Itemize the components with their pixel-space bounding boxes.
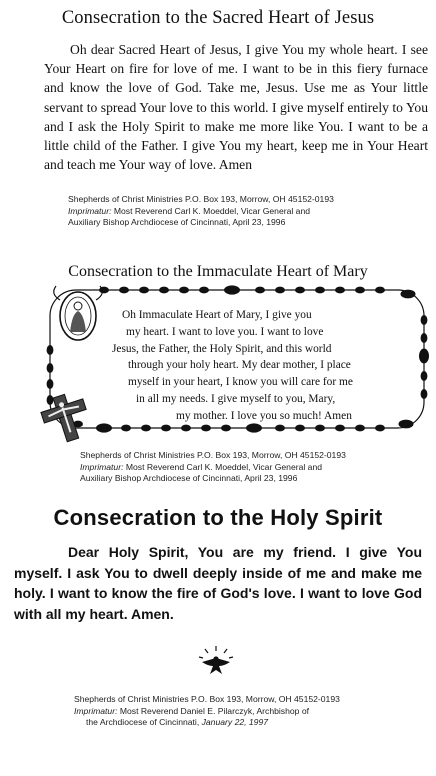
imprimatur-line-2: the Archdiocese of Cincinnati, <box>86 717 200 728</box>
imprimatur-line-2: Auxiliary Bishop Archdiocese of Cincinnati, April 23, 1996 <box>68 217 286 228</box>
crucifix-icon <box>38 389 94 446</box>
publisher-line: Shepherds of Christ Ministries P.O. Box 193, Morrow, OH 45152-0193 <box>74 694 340 704</box>
imprimatur-line-2: Auxiliary Bishop Archdiocese of Cincinnati, April 23, 1996 <box>80 473 298 484</box>
holy-spirit-prayer: Dear Holy Spirit, You are my friend. I give You myself. I ask You to dwell deeply inside of me and make me holy. I want to know the fire of God's love. I want to love God with all my heart. Amen. <box>14 544 422 622</box>
imprimatur-label: Imprimatur: <box>74 705 118 716</box>
imprimatur-line-1: Most Reverend Daniel E. Pilarczyk, Archbishop of <box>119 705 309 716</box>
holy-spirit-credit <box>74 694 424 729</box>
immaculate-heart-prayer: Oh Immaculate Heart of Mary, I give you my heart. I want to love you. I want to love Jesus, the Father, the Holy Spirit, and this world through your holy heart. My dear mother, I place myself in your heart, I know you will care for me in all my needs. I give myself to you, Mary, my mother. I love you so much! Amen <box>112 309 353 422</box>
sacred-heart-credit <box>68 194 428 229</box>
imprimatur-date: January 22, 1997 <box>201 717 269 728</box>
publisher-line: Shepherds of Christ Ministries P.O. Box 193, Morrow, OH 45152-0193 <box>68 194 334 204</box>
imprimatur-label: Imprimatur: <box>80 461 124 472</box>
immaculate-heart-credit <box>80 450 430 485</box>
publisher-line: Shepherds of Christ Ministries P.O. Box 193, Morrow, OH 45152-0193 <box>80 450 346 460</box>
sacred-heart-prayer: Oh dear Sacred Heart of Jesus, I give You my whole heart. I see Your Heart on fire for love of me. I want to be in this fiery furnace and know the love of God. Take me, Jesus. Use me as Your little servant to spread Your love to this world. I give myself entirely to You and I ask the Holy Spirit to make me more like You. I want to be a little child of the Father. I give You my heart, keep me in Your Heart and teach me Your way of love. Amen <box>44 42 428 173</box>
imprimatur-label: Imprimatur: <box>68 205 112 216</box>
immaculate-heart-title: Consecration to the Immaculate Heart of Mary <box>68 263 368 280</box>
rosary-beads-top <box>99 285 416 298</box>
imprimatur-line-1: Most Reverend Carl K. Moeddel, Vicar General and <box>125 461 323 472</box>
imprimatur-line-1: Most Reverend Carl K. Moeddel, Vicar General and <box>113 205 311 216</box>
sacred-heart-title: Consecration to the Sacred Heart of Jesus <box>61 8 375 28</box>
holy-spirit-title: Consecration to the Holy Spirit <box>53 505 383 530</box>
dove-icon <box>196 644 236 678</box>
